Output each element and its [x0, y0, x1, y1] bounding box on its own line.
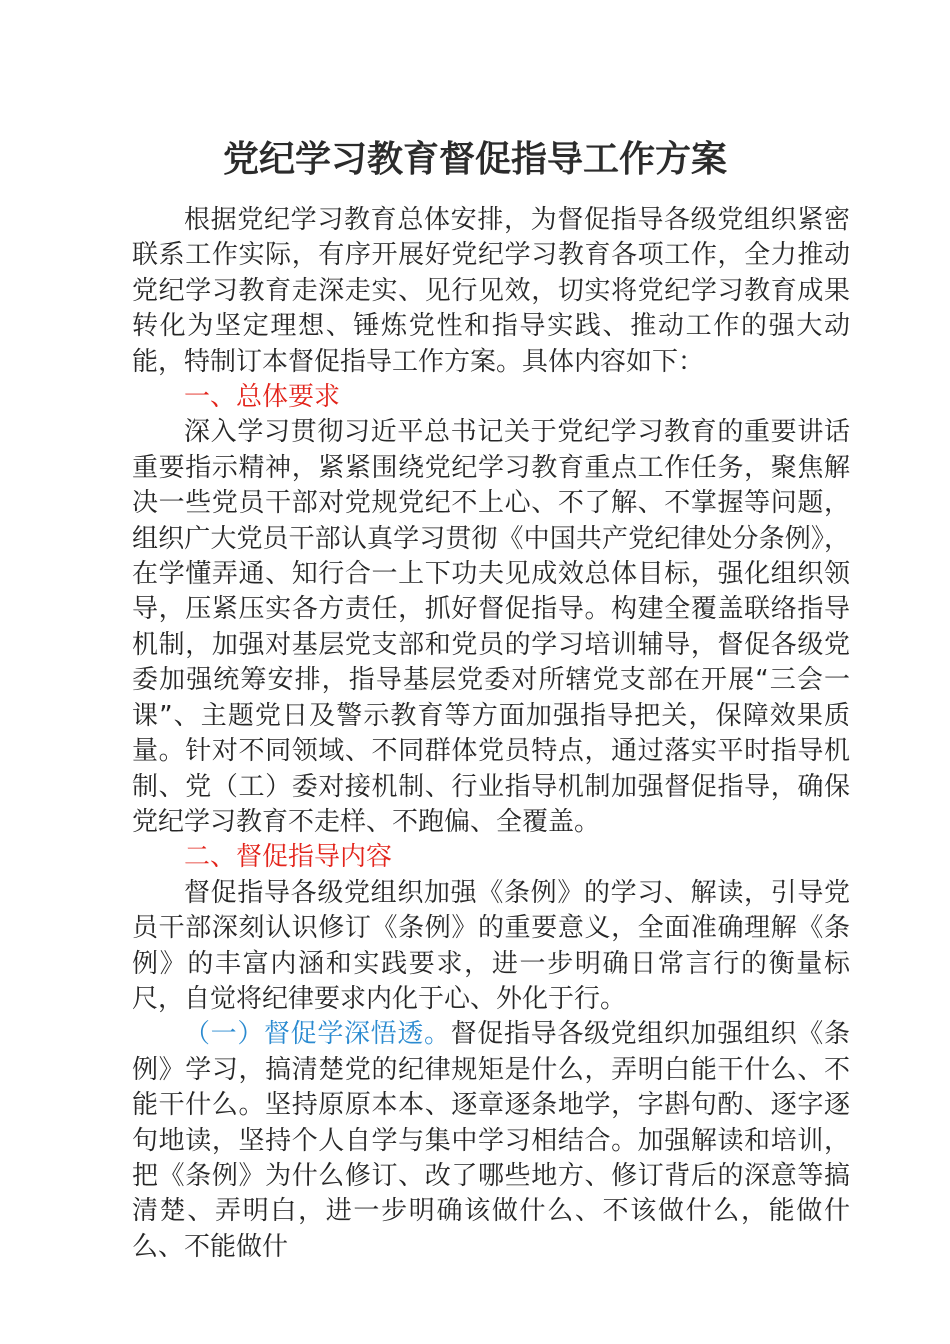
subsection-1-heading: （一）督促学深悟透。: [184, 1019, 451, 1050]
section-1-heading: 一、总体要求: [184, 382, 341, 413]
document-body: [132, 203, 850, 1265]
subsection-1-text: 督促指导各级党组织加强组织《条例》学习，搞清楚党的纪律规矩是什么，弄明白能干什么、不能干什么。坚持原原本本、逐章逐条地学，字斟句酌、逐字逐句地读，坚持个人自学与集中学习相结合。加强解读和培训，把《条例》为什么修订、改了哪些地方、修订背后的深意等搞清楚、弄明白，进一步明确该做什么、不该做什么，能做什么、不能做什: [132, 1019, 850, 1262]
section-1-paragraph: 深入学习贯彻习近平总书记关于党纪学习教育的重要讲话重要指示精神，紧紧围绕党纪学习教育重点工作任务，聚焦解决一些党员干部对党规党纪不上心、不了解、不掌握等问题，组织广大党员干部认真学习贯彻《中国共产党纪律处分条例》，在学懂弄通、知行合一上下功夫见成效总体目标，强化组织领导，压紧压实各方责任，抓好督促指导。构建全覆盖联络指导机制，加强对基层党支部和党员的学习培训辅导，督促各级党委加强统筹安排，指导基层党委对所辖党支部在开展“三会一课”、主题党日及警示教育等方面加强指导把关，保障效果质量。针对不同领域、不同群体党员特点，通过落实平时指导机制、党（工）委对接机制、行业指导机制加强督促指导，确保党纪学习教育不走样、不跑偏、全覆盖。: [132, 417, 850, 837]
intro-paragraph: 根据党纪学习教育总体安排，为督促指导各级党组织紧密联系工作实际，有序开展好党纪学习教育各项工作，全力推动党纪学习教育走深走实、见行见效，切实将党纪学习教育成果转化为坚定理想、锤炼党性和指导实践、推动工作的强大动能，特制订本督促指导工作方案。具体内容如下：: [132, 205, 850, 377]
document-title: 党纪学习教育督促指导工作方案: [222, 139, 727, 180]
subsection-1-paragraph: [132, 1017, 850, 1265]
section-2-paragraph: 督促指导各级党组织加强《条例》的学习、解读，引导党员干部深刻认识修订《条例》的重要意义，全面准确理解《条例》的丰富内涵和实践要求，进一步明确日常言行的衡量标尺，自觉将纪律要求内化于心、外化于行。: [132, 877, 850, 1014]
section-2-heading: 二、督促指导内容: [184, 842, 393, 873]
